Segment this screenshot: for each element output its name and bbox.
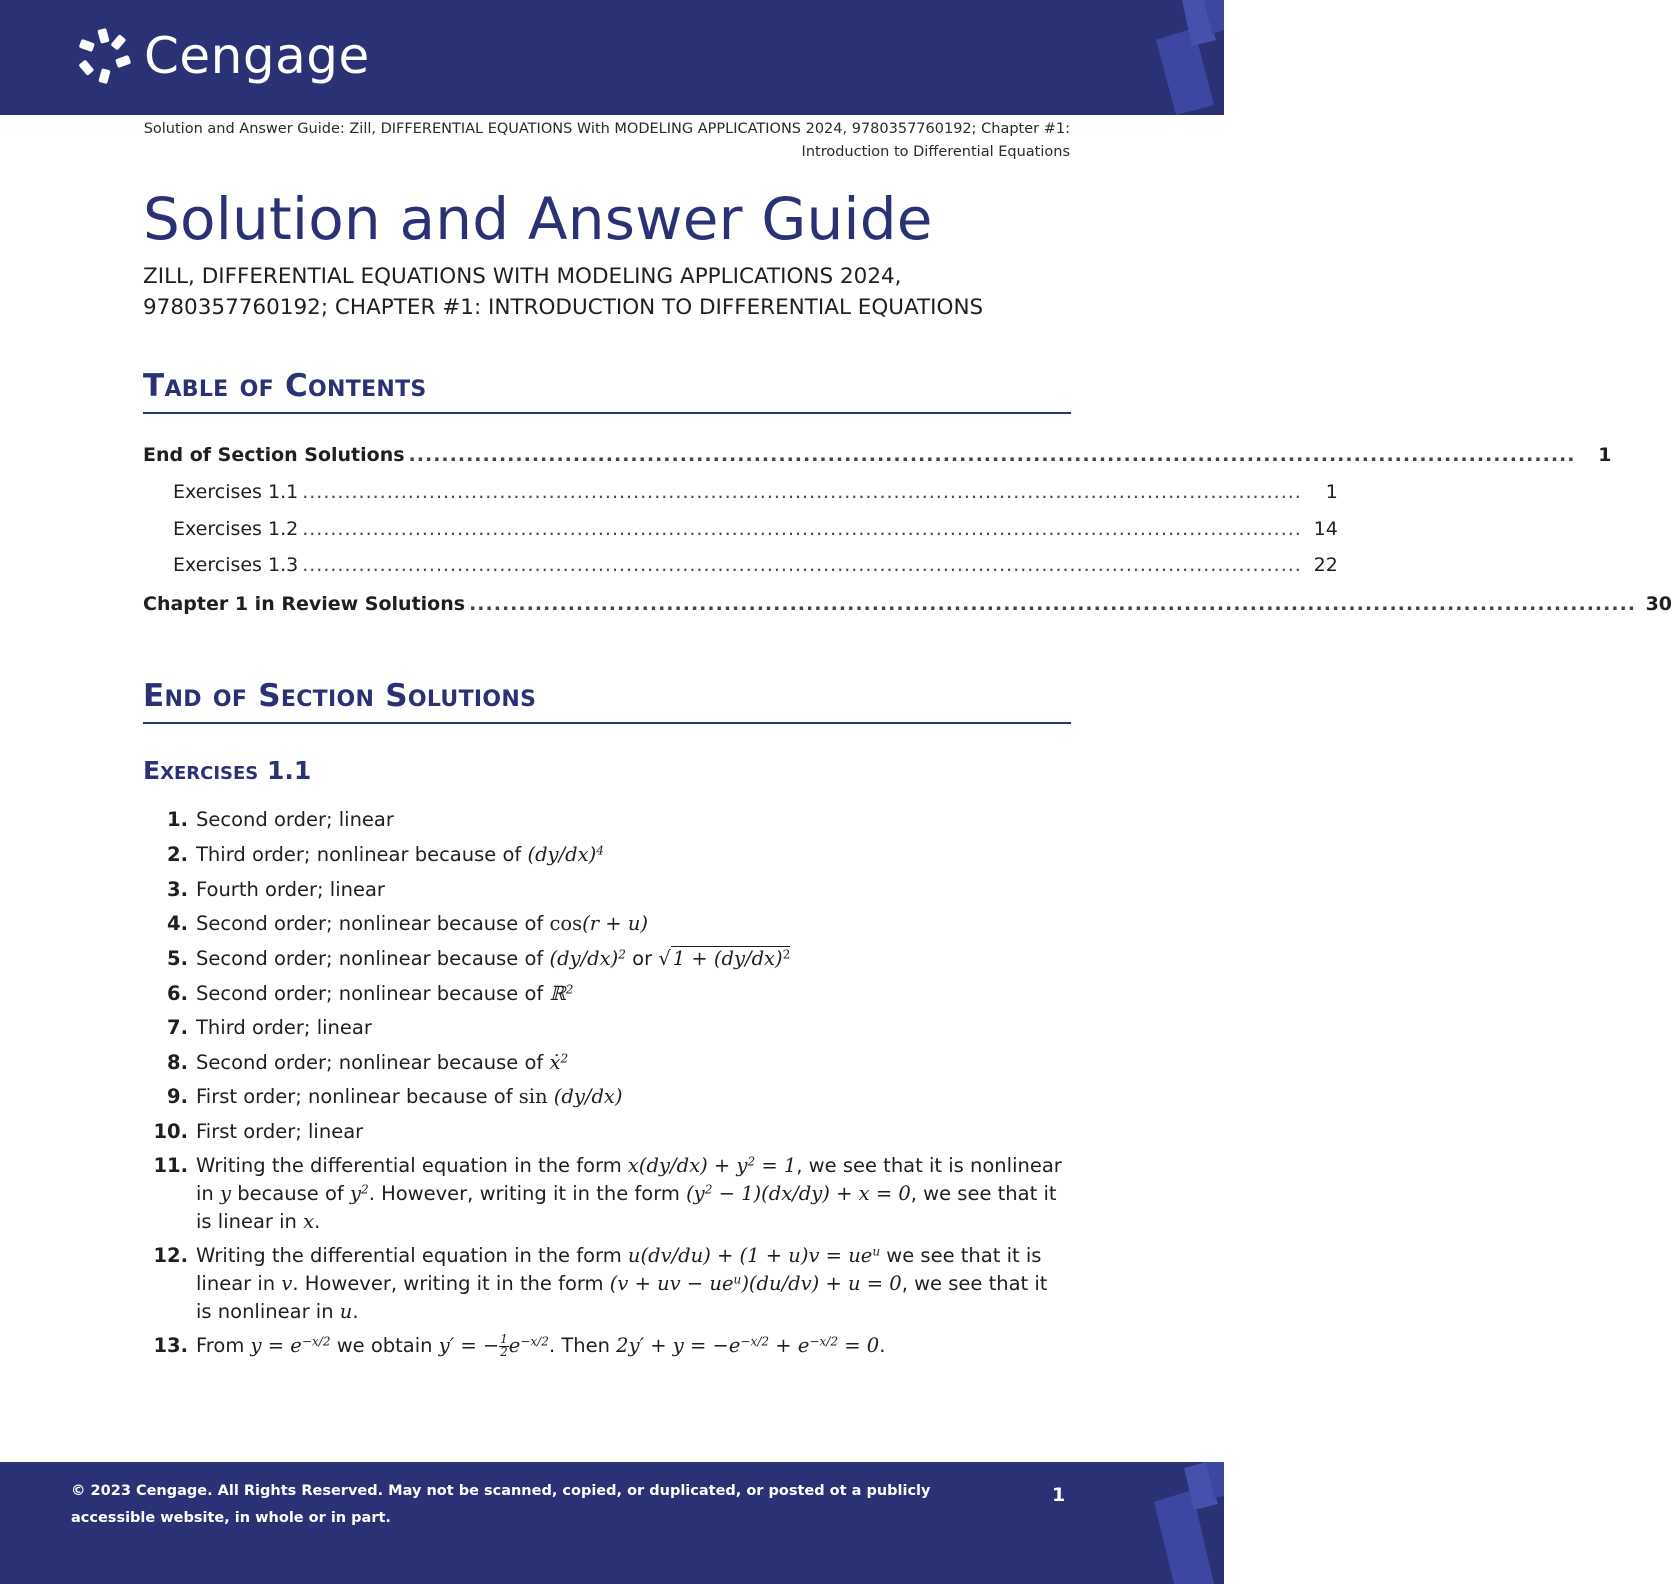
- exercise-item: [143, 945, 1068, 973]
- subtitle-line-1: ZILL, DIFFERENTIAL EQUATIONS WITH MODELING APPLICATIONS 2024,: [143, 264, 902, 289]
- exercise-number: 9.: [167, 1085, 188, 1108]
- exercise-answer: Second order; nonlinear because of cos(r + u): [196, 912, 649, 935]
- decorative-shape-icon: [1134, 0, 1224, 115]
- fraction: $\frac{1}{2}$: [500, 1332, 508, 1360]
- exercise-item: [143, 806, 1068, 834]
- exercise-answer: Second order; linear: [196, 808, 394, 831]
- exercise-answer: Writing the differential equation in the form $u(dv/du) + (1 + u)v = ue^u$ we see that it is linear in v. However, writing it in the form (v + uv − $ue^u)(du/dv) + u = 0$, we see that it is nonlinear in u.: [196, 1244, 1048, 1323]
- exercise-number: 4.: [167, 912, 188, 935]
- toc-leader: ..............................................................................................................................................: [408, 444, 1576, 466]
- toc-entry-page: 22: [1313, 554, 1338, 576]
- subsection-heading: Exercises 1.1: [143, 756, 312, 785]
- exercise-item: [143, 1014, 1068, 1042]
- exercise-number: 3.: [167, 878, 188, 901]
- exercise-answer: From $y = e^{-x/2}$ we obtain y′ = − $\frac{1}{2}$ $e^{-x/2}$. Then $2y' + y = -e^{-x/2} + e^{-x/2} = 0$.: [196, 1332, 886, 1360]
- exercise-answer: Writing the differential equation in the form $x(dy/dx) + y^2 = 1$, we see that it is nonlinear in y because of $y^2$. However, writing it in the form $(y^2 - 1)(dx/dy) + x = 0$, we see that it is linear in x.: [196, 1154, 1062, 1233]
- exercise-item: [143, 910, 1068, 938]
- running-header-line-1: Solution and Answer Guide: Zill, DIFFERENTIAL EQUATIONS With MODELING APPLICATIONS 2024, 9780357760192; Chapter #1:: [143, 121, 1070, 137]
- exercise-answer: Second order; nonlinear because of ℝ$^2$: [196, 982, 574, 1005]
- toc-entry-page: 30: [1645, 593, 1672, 615]
- exercise-item: [143, 1242, 1068, 1326]
- toc-entry[interactable]: [173, 518, 1338, 540]
- toc-entry-page: 1: [1325, 481, 1338, 503]
- page-number: 1: [1052, 1484, 1066, 1506]
- toc-entry-label: Chapter 1 in Review Solutions: [143, 593, 466, 615]
- toc-entry-label: Exercises 1.3: [173, 554, 299, 576]
- exercise-number: 6.: [167, 982, 188, 1005]
- exercise-answer: Second order; nonlinear because of ẋ$^2$: [196, 1051, 569, 1074]
- section-heading: End of Section Solutions: [143, 678, 1071, 724]
- exercise-item: [143, 841, 1068, 869]
- exercise-item: [143, 1083, 1068, 1111]
- exercise-number: 10.: [153, 1120, 188, 1143]
- exercise-answer: Fourth order; linear: [196, 878, 385, 901]
- exercise-number: 5.: [167, 947, 188, 970]
- decorative-shape-icon: [1134, 1462, 1224, 1584]
- running-header-line-2: Introduction to Differential Equations: [801, 144, 1070, 160]
- exercise-number: 2.: [167, 843, 188, 866]
- footer-band: [0, 1462, 1224, 1584]
- toc-leader: ..............................................................................................................................................: [302, 481, 1302, 503]
- header-band: [0, 0, 1224, 115]
- toc-entry[interactable]: [173, 481, 1338, 503]
- toc-heading: Table of Contents: [143, 368, 1071, 414]
- exercise-item: [143, 1332, 1068, 1360]
- exercise-answer: Third order; nonlinear because of $(dy/dx)^4$: [196, 843, 604, 866]
- toc-entry[interactable]: [143, 593, 1672, 615]
- exercise-answer: Third order; linear: [196, 1016, 372, 1039]
- running-header: [60, 118, 1070, 164]
- exercise-answer: First order; nonlinear because of sin (dy/dx): [196, 1085, 623, 1108]
- toc-entry[interactable]: [143, 444, 1612, 466]
- toc-entry-label: End of Section Solutions: [143, 444, 405, 466]
- exercise-item: [143, 1152, 1068, 1236]
- exercise-number: 7.: [167, 1016, 188, 1039]
- cengage-logo-icon: [74, 25, 136, 87]
- cengage-logo: [74, 24, 370, 88]
- exercise-item: [143, 1118, 1068, 1146]
- toc-leader: ..............................................................................................................................................: [469, 593, 1637, 615]
- exercise-answer: Second order; nonlinear because of $(dy/dx)^2$ or √ $1 + (dy/dx)^2$: [196, 947, 791, 970]
- toc-entry-label: Exercises 1.1: [173, 481, 299, 503]
- exercise-number: 13.: [153, 1334, 188, 1357]
- page-subtitle: [143, 261, 1073, 323]
- copyright-notice: © 2023 Cengage. All Rights Reserved. May not be scanned, copied, or duplicated, or posted ot a publicly accessible website, in whole or in part.: [71, 1483, 931, 1526]
- exercise-item: [143, 1049, 1068, 1077]
- exercise-answer: First order; linear: [196, 1120, 364, 1143]
- toc-leader: ..............................................................................................................................................: [302, 518, 1302, 540]
- exercise-number: 1.: [167, 808, 188, 831]
- exercise-number: 12.: [153, 1244, 188, 1267]
- page-title: Solution and Answer Guide: [143, 185, 933, 253]
- toc-entry-page: 1: [1598, 444, 1612, 466]
- subtitle-line-2: 9780357760192; CHAPTER #1: INTRODUCTION TO DIFFERENTIAL EQUATIONS: [143, 295, 984, 320]
- toc-entry-page: 14: [1313, 518, 1338, 540]
- exercise-number: 8.: [167, 1051, 188, 1074]
- toc-entry[interactable]: [173, 554, 1338, 576]
- exercise-item: [143, 980, 1068, 1008]
- brand-name: Cengage: [144, 27, 370, 85]
- toc-entry-label: Exercises 1.2: [173, 518, 299, 540]
- exercise-item: [143, 876, 1068, 904]
- exercise-number: 11.: [153, 1154, 188, 1177]
- toc-leader: ..............................................................................................................................................: [302, 554, 1302, 576]
